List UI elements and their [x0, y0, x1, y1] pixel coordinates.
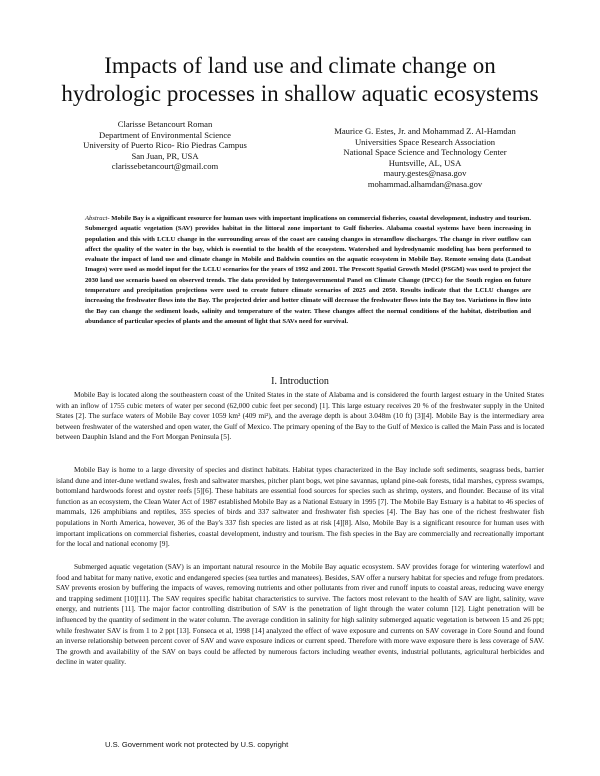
intro-paragraph-1: Mobile Bay is located along the southeastern coast of the United States in the state of Alabama and is considered the fourth largest estuary in the United States with an inflow of 1755 cubic meters of water per second (62,000 cubic feet per second) [1]. This large estuary receives 20 % of the freshwater supply in the United States [2]. The surface waters of Mobile Bay cover 1059 km² (409 mi²), and the average depth is about 3.048m (10 ft) [3][4]. Mobile Bay is the intermediary area between freshwater of the watershed and open water, the Gulf of Mexico. The primary opening of the Bay to the Gulf of Mexico is called the Main Pass and is located between Dauphin Island and the Fort Morgan Peninsula [5]. [56, 390, 544, 442]
abstract-text: Mobile Bay is a significant resource for human uses with important implications on commercial fisheries, coastal development, industry and tourism. Submerged aquatic vegetation (SAV) provides habitat in the littoral zone important to Gulf fisheries. Alabama coastal systems have been increasing in population and this with LCLU change in the surrounding areas of the coast are causing changes in streamflow discharges. The change in river outflow can affect the quality of the water in the bay, which is essential to the health of the ecosystem. Watershed and hydrodynamic modeling has been performed to evaluate the impact of land use and climate change in Mobile and Baldwin counties on the aquatic ecosystem in Mobile Bay. Remote sensing data (Landsat Images) were used as model input for the LCLU scenarios for the years of 1992 and 2001. The Prescott Spatial Growth Model (PSGM) was used to project the 2030 land use scenario based on observed trends. The data provided by Intergovernmental Panel on Climate Change (IPCC) for the South region on future temperature and precipitation projections were used to create future climate scenarios of 2025 and 2050. Results indicate that the LCLU changes are increasing the freshwater flows into the Bay. The projected drier and hotter climate will decrease the freshwater flows into the Bay too. Variations in flow into the Bay can change the sediment loads, salinity and temperature of the water. These changes affect the normal conditions of the habitat, distribution and abundance of particular species of plants and the amount of light that SAVs need for survival. [85, 215, 531, 325]
author-email-2: mohammad.alhamdan@nasa.gov [367, 178, 483, 189]
abstract [85, 214, 531, 327]
abstract-label: Abstract- [85, 215, 110, 222]
paper-title [40, 52, 560, 108]
intro-paragraph-2: Mobile Bay is home to a large diversity of species and distinct habitats. Habitat types characterized in the Bay include soft sediments, seagrass beds, barrier island dune and inter-dune wetland swales, fresh and saltwater marshes, pitcher plant bogs, wet pine savannas, upland pine-oak forests, tidal marshes, cypress swamps, bottomland hardwoods forest and oyster reefs [5][6]. These habitats are essential food sources for species such as shrimp, oysters, and flounder. Because of its vital function as an ecosystem, the Clean Water Act of 1987 established Mobile Bay as a National Estuary in 1995 [7]. The Mobile Bay Estuary is a habitat to 46 species of mammals, 126 amphibians and reptiles, 355 species of birds and 337 saltwater and freshwater fish species [4]. The Bay has one of the richest freshwater fish populations in North America, however, 36 of the Bay's 337 fish species are listed as at risk [4][8]. Also, Mobile Bay is a significant resource for human uses with important implications on commercial fisheries, coastal development, industry and tourism. The fish species in the Bay are commercially and recreationally important for the local and national economy [9]. [56, 465, 545, 549]
author-block-right [300, 126, 550, 190]
author-department: Department of Environmental Science [99, 129, 231, 140]
author-email-1: maury.gestes@nasa.gov [383, 168, 467, 179]
author-block-left [60, 119, 270, 172]
author-name: Clarisse Betancourt Roman [117, 119, 213, 129]
author-city: San Juan, PR, USA [131, 150, 199, 161]
title-line-1: Impacts of land use and climate change on [104, 53, 496, 78]
author-center: National Space Science and Technology Center [343, 147, 507, 158]
author-university: University of Puerto Rico- Rio Piedras Campus [83, 140, 247, 151]
title-line-2: hydrologic processes in shallow aquatic ecosystems [61, 81, 539, 106]
intro-paragraph-3: Submerged aquatic vegetation (SAV) is an important natural resource in the Mobile Bay aquatic ecosystem. SAV provides forage for wintering waterfowl and food and habitat for many native, exotic and endangered species (sea turtles and manatees). Besides, SAV offer a nursery habitat for species and refuge from predators. SAV prevents erosion by buffering the impacts of waves, removing nutrients and other pollutants from river and runoff inputs to coastal areas, reducing wave energy and trapping sediment [10][11]. The SAV requires specific habitat characteristics to survive. The factors most relevant to the health of SAV are light, salinity, wave energy, and nutrients [11]. The major factor controlling distribution of SAV is the penetration of light through the water column [12]. Light penetration will be influenced by the quantity of sediment in the water column. The average condition in salinity for high salinity submerged aquatic vegetation is between 15 and 26 ppt; while freshwater SAV is from 1 to 2 ppt [13]. Fonseca et al, 1998 [14] analyzed the effect of wave exposure and currents on SAV coverage in Core Sound and found an inverse relationship between percent cover of SAV and wave exposure indices or current speed. Therefore with more wave exposure there is less coverage of SAV. The growth and availability of the SAV on bays could be affected by numerous factors including weather events, industrial pollutants, agricultural herbicides and decline in water quality. [56, 562, 544, 667]
section-heading-introduction: I. Introduction [271, 376, 329, 387]
author-city: Huntsville, AL, USA [388, 157, 462, 168]
author-association: Universities Space Research Association [354, 136, 496, 147]
author-names: Maurice G. Estes, Jr. and Mohammad Z. Al-Hamdan [334, 126, 516, 136]
copyright-footer: U.S. Government work not protected by U.S. copyright [105, 740, 289, 749]
author-email: clarissebetancourt@gmail.com [111, 161, 219, 172]
